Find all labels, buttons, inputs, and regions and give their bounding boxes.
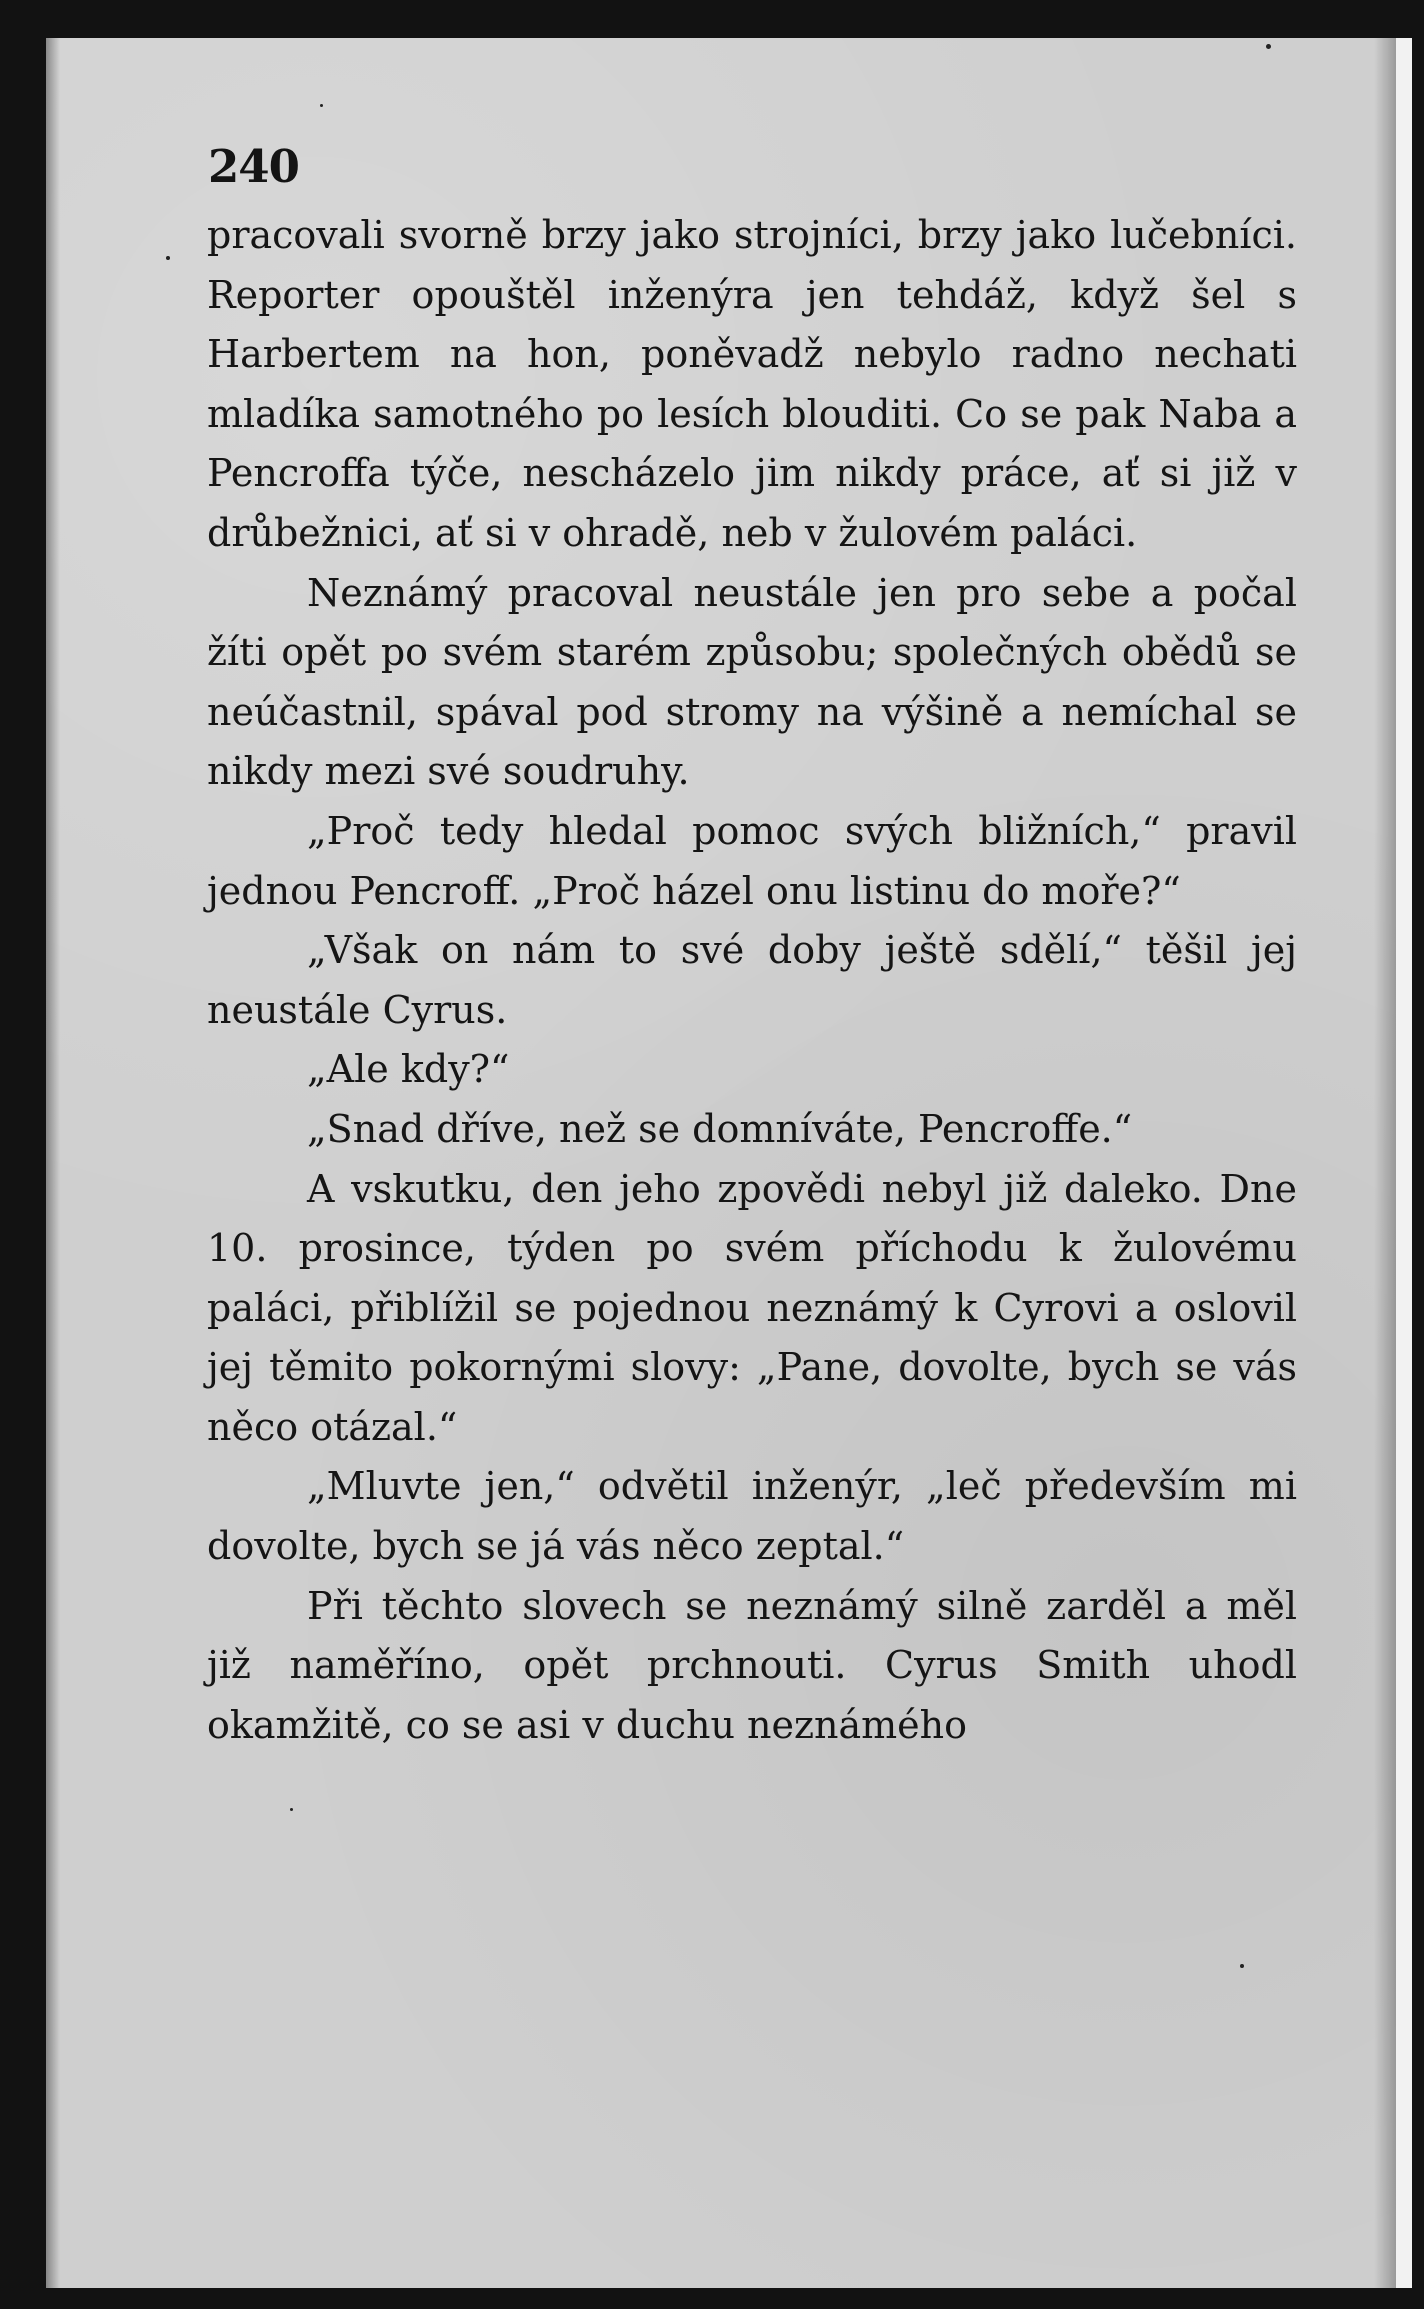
paragraph: „Mluvte jen,“ odvětil inženýr, „leč především mi dovolte, bych se já vás něco zeptal.“ (207, 1464, 1297, 1569)
print-speck (166, 256, 170, 260)
print-speck (1240, 1964, 1244, 1968)
paragraph: „Proč tedy hledal pomoc svých bližních,“ pravil jednou Pencroff. „Proč házel onu listinu do moře?“ (207, 808, 1297, 913)
paragraph: Neznámý pracoval neustále jen pro sebe a počal žíti opět po svém starém způsobu; společných obědů se neúčastnil, spával pod stromy na výšině a nemíchal se nikdy mezi své soudruhy. (207, 570, 1297, 794)
page-gutter-shadow (46, 38, 60, 2288)
paragraph: Při těchto slovech se neznámý silně zarděl a měl již naměříno, opět prchnouti. Cyrus Smith uhodl okamžitě, co se asi v duchu neznámého (207, 1583, 1297, 1747)
paragraph: „Však on nám to své doby ještě sdělí,“ těšil jej neustále Cyrus. (207, 928, 1297, 1032)
print-speck (290, 1808, 293, 1811)
paragraph: „Snad dříve, než se domníváte, Pencroffe.“ (307, 1106, 1133, 1151)
body-text (207, 206, 1297, 1755)
paragraph: pracovali svorně brzy jako strojníci, brzy jako lučebníci. Reporter opouštěl inženýra jen tehdáž, když šel s Harbertem na hon, poněvadž nebylo radno nechati mladíka samotného po lesích blouditi. Co se pak Naba a Pencroffa týče, nescházelo jim nikdy práce, ať si již v drůbežnici, ať si v ohradě, neb v žulovém paláci. (207, 213, 1297, 555)
paragraph: A vskutku, den jeho zpovědi nebyl již daleko. Dne 10. prosince, týden po svém příchodu k žulovému paláci, přiblížil se pojednou neznámý k Cyrovi a oslovil jej těmito pokornými slovy: „Pane, dovolte, bych se vás něco otázal.“ (207, 1166, 1297, 1449)
paragraph: „Ale kdy?“ (307, 1047, 510, 1092)
page-number: 240 (208, 140, 299, 193)
print-speck (320, 104, 323, 107)
scan-margin-strip (1396, 38, 1412, 2288)
page-edge-shadow (1374, 38, 1396, 2288)
print-speck (1266, 44, 1271, 49)
